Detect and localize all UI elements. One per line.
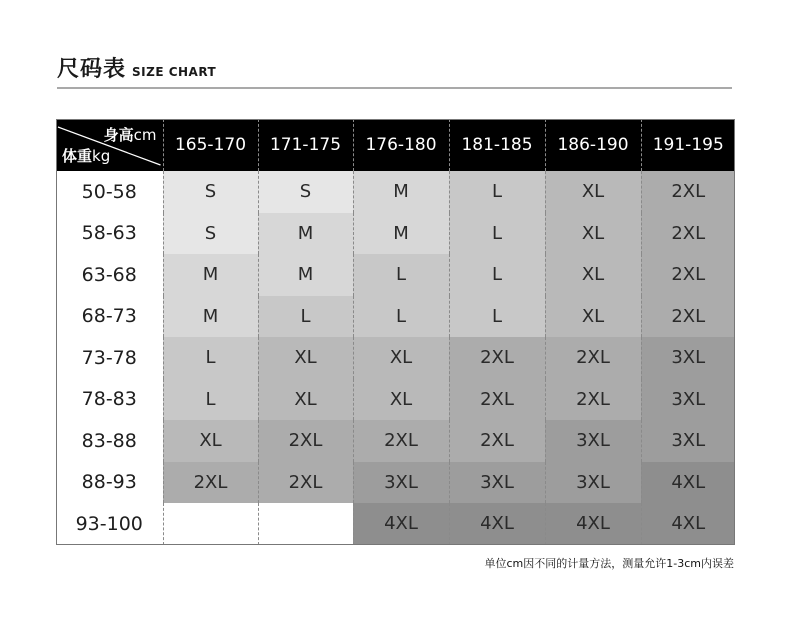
table-row <box>56 503 735 545</box>
size-cell: 3XL <box>449 462 545 504</box>
size-cell: 2XL <box>449 337 545 379</box>
height-column-header: 171-175 <box>258 119 353 171</box>
size-cell: XL <box>545 254 641 296</box>
weight-row-header: 63-68 <box>56 254 163 296</box>
size-cell: 2XL <box>449 379 545 421</box>
height-column-header: 191-195 <box>641 119 735 171</box>
size-cell: L <box>163 379 258 421</box>
table-row <box>56 213 735 255</box>
size-cell: 2XL <box>258 420 353 462</box>
size-cell: M <box>353 171 449 213</box>
table-row <box>56 462 735 504</box>
weight-row-header: 68-73 <box>56 296 163 338</box>
size-cell: XL <box>353 379 449 421</box>
size-cell: XL <box>545 213 641 255</box>
title-chinese: 尺码表 <box>57 57 127 82</box>
size-cell: 2XL <box>641 213 735 255</box>
weight-row-header: 83-88 <box>56 420 163 462</box>
size-cell <box>163 503 258 545</box>
size-cell: 4XL <box>641 462 735 504</box>
size-cell: 3XL <box>641 420 735 462</box>
weight-row-header: 73-78 <box>56 337 163 379</box>
table-row <box>56 337 735 379</box>
size-cell: XL <box>163 420 258 462</box>
height-axis-label: 身高cm <box>103 126 157 144</box>
title-english: SIZE CHART <box>132 65 217 79</box>
size-cell: 3XL <box>641 379 735 421</box>
size-cell: XL <box>545 171 641 213</box>
size-cell: 3XL <box>545 462 641 504</box>
size-cell: 2XL <box>163 462 258 504</box>
size-cell: XL <box>258 379 353 421</box>
size-cell: M <box>258 254 353 296</box>
size-cell: S <box>258 171 353 213</box>
size-cell: S <box>163 213 258 255</box>
table-row <box>56 254 735 296</box>
size-cell <box>258 503 353 545</box>
size-cell: M <box>353 213 449 255</box>
size-cell: 3XL <box>353 462 449 504</box>
weight-row-header: 93-100 <box>56 503 163 545</box>
size-cell: 4XL <box>449 503 545 545</box>
size-cell: L <box>163 337 258 379</box>
table-row <box>56 171 735 213</box>
size-cell: M <box>258 213 353 255</box>
size-cell: 3XL <box>545 420 641 462</box>
size-cell: XL <box>353 337 449 379</box>
size-cell: 3XL <box>641 337 735 379</box>
size-cell: L <box>353 296 449 338</box>
size-cell: S <box>163 171 258 213</box>
size-cell: L <box>449 296 545 338</box>
size-cell: 2XL <box>545 337 641 379</box>
footnote: 单位cm因不同的计量方法，测量允许1-3cm内误差 <box>484 557 734 570</box>
height-column-header: 176-180 <box>353 119 449 171</box>
size-cell: 2XL <box>641 296 735 338</box>
weight-row-header: 50-58 <box>56 171 163 213</box>
size-cell: M <box>163 254 258 296</box>
size-cell: L <box>353 254 449 296</box>
chart-title <box>57 52 216 83</box>
weight-row-header: 78-83 <box>56 379 163 421</box>
table-body <box>56 171 735 545</box>
height-column-header: 181-185 <box>449 119 545 171</box>
size-cell: 2XL <box>258 462 353 504</box>
size-cell: 2XL <box>641 254 735 296</box>
size-cell: L <box>449 254 545 296</box>
corner-header <box>56 119 163 171</box>
size-cell: 2XL <box>449 420 545 462</box>
size-cell: 2XL <box>353 420 449 462</box>
size-table <box>56 119 735 545</box>
size-cell: 4XL <box>641 503 735 545</box>
title-divider <box>57 87 732 89</box>
table-row <box>56 296 735 338</box>
header-row <box>56 119 735 171</box>
height-column-header: 165-170 <box>163 119 258 171</box>
size-cell: 4XL <box>353 503 449 545</box>
weight-row-header: 88-93 <box>56 462 163 504</box>
size-cell: M <box>163 296 258 338</box>
table-row <box>56 420 735 462</box>
size-cell: L <box>258 296 353 338</box>
height-column-header: 186-190 <box>545 119 641 171</box>
size-cell: L <box>449 171 545 213</box>
weight-axis-label: 体重kg <box>62 147 111 165</box>
size-cell: 4XL <box>545 503 641 545</box>
table-row <box>56 379 735 421</box>
size-cell: XL <box>545 296 641 338</box>
size-cell: XL <box>258 337 353 379</box>
weight-row-header: 58-63 <box>56 213 163 255</box>
size-cell: 2XL <box>641 171 735 213</box>
size-cell: L <box>449 213 545 255</box>
size-cell: 2XL <box>545 379 641 421</box>
